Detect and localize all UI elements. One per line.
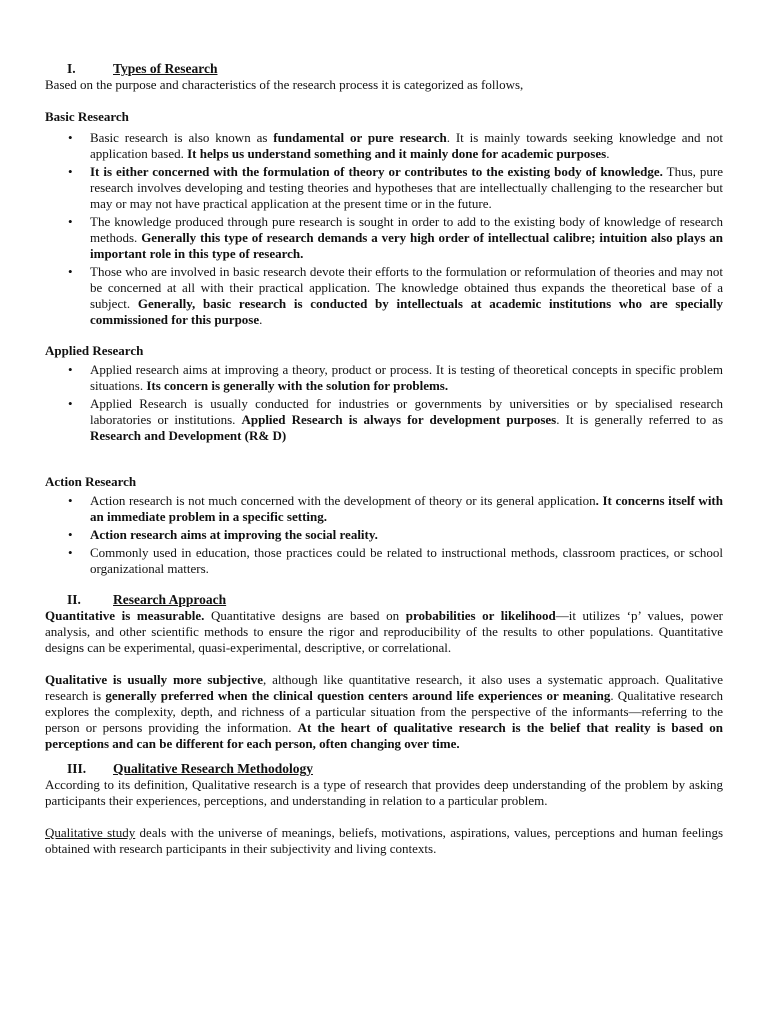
list-item: • Those who are involved in basic research devote their efforts to the formulation or reformulation of theories and may not be concerned at all with their practical application. The knowledge obtained thus expands the theoretical base of a subject. Generally, basic research is conducted by intellectuals at academic institutions who are specially commissioned for this purpose. <box>45 264 723 328</box>
subheading-action-research: Action Research <box>45 474 137 489</box>
list-item: • It is either concerned with the formulation of theory or contributes to the existing body of knowledge. Thus, pure research involves developing and testing theories and hypotheses that are intellectually challenging to the researcher but may or may not have practical application at the present time or in the future. <box>45 164 723 212</box>
list-item: • Action research aims at improving the social reality. <box>45 527 723 543</box>
subheading-applied-research: Applied Research <box>45 343 144 358</box>
applied-research-list <box>45 362 723 444</box>
list-item: • Action research is not much concerned with the development of theory or its general application. It concerns itself with an immediate problem in a specific setting. <box>45 493 723 525</box>
section-number: I. <box>67 61 76 76</box>
qualitative-study-paragraph: Qualitative study deals with the universe of meanings, beliefs, motivations, aspirations, values, perceptions and human feelings obtained with research participants in their subjectivity and living contexts. <box>45 825 723 856</box>
list-item: • Applied Research is usually conducted for industries or governments by universities or by specialised research laboratories or institutions. Applied Research is always for development purposes. It is generally referred to as Research and Development (R& D) <box>45 396 723 444</box>
section-title: Qualitative Research Methodology <box>113 761 313 776</box>
section-title: Types of Research <box>113 61 218 76</box>
definition-paragraph: According to its definition, Qualitative research is a type of research that provides deep understanding of the problem by asking participants their experiences, perceptions, and understanding in relation to a particular problem. <box>45 777 723 808</box>
section-heading-types <box>45 60 723 77</box>
list-item: • Basic research is also known as fundamental or pure research. It is mainly towards seeking knowledge and not application based. It helps us understand something and it mainly done for academic purposes. <box>45 130 723 162</box>
subheading-basic-research: Basic Research <box>45 109 129 124</box>
qualitative-paragraph: Qualitative is usually more subjective, although like quantitative research, it also uses a systematic approach. Qualitative research is generally preferred when the clinical question centers around life experiences or meaning. Qualitative research explores the complexity, depth, and richness of a particular situation from the perspective of the informants—referring to the person or persons providing the information. At the heart of qualitative research is the belief that reality is based on perceptions and can be different for each person, often changing over time. <box>45 672 724 751</box>
section-title: Research Approach <box>113 592 227 607</box>
quantitative-paragraph: Quantitative is measurable. Quantitative designs are based on probabilities or likelihood—it utilizes ‘p’ values, power analysis, and other scientific methods to ensure the rigor and reproducibility of the results to other populations. Quantitative designs can be experimental, quasi-experimental, descriptive, or correlational. <box>45 608 723 655</box>
section-number: III. <box>67 761 87 776</box>
basic-research-list <box>45 130 723 328</box>
document-page <box>45 60 723 857</box>
section-heading-methodology <box>45 760 723 777</box>
list-item: • Commonly used in education, those practices could be related to instructional methods, classroom practices, or school organizational matters. <box>45 545 723 577</box>
list-item: • Applied research aims at improving a theory, product or process. It is testing of theoretical concepts in specific problem situations. Its concern is generally with the solution for problems. <box>45 362 723 394</box>
intro-paragraph: Based on the purpose and characteristics of the research process it is categorized as follows, <box>45 77 524 92</box>
list-item: • The knowledge produced through pure research is sought in order to add to the existing body of knowledge of research methods. Generally this type of research demands a very high order of intellectual calibre; intuition also plays an important role in this type of research. <box>45 214 723 262</box>
action-research-list <box>45 493 723 577</box>
section-heading-approach <box>45 591 723 608</box>
section-number: II. <box>67 592 81 607</box>
